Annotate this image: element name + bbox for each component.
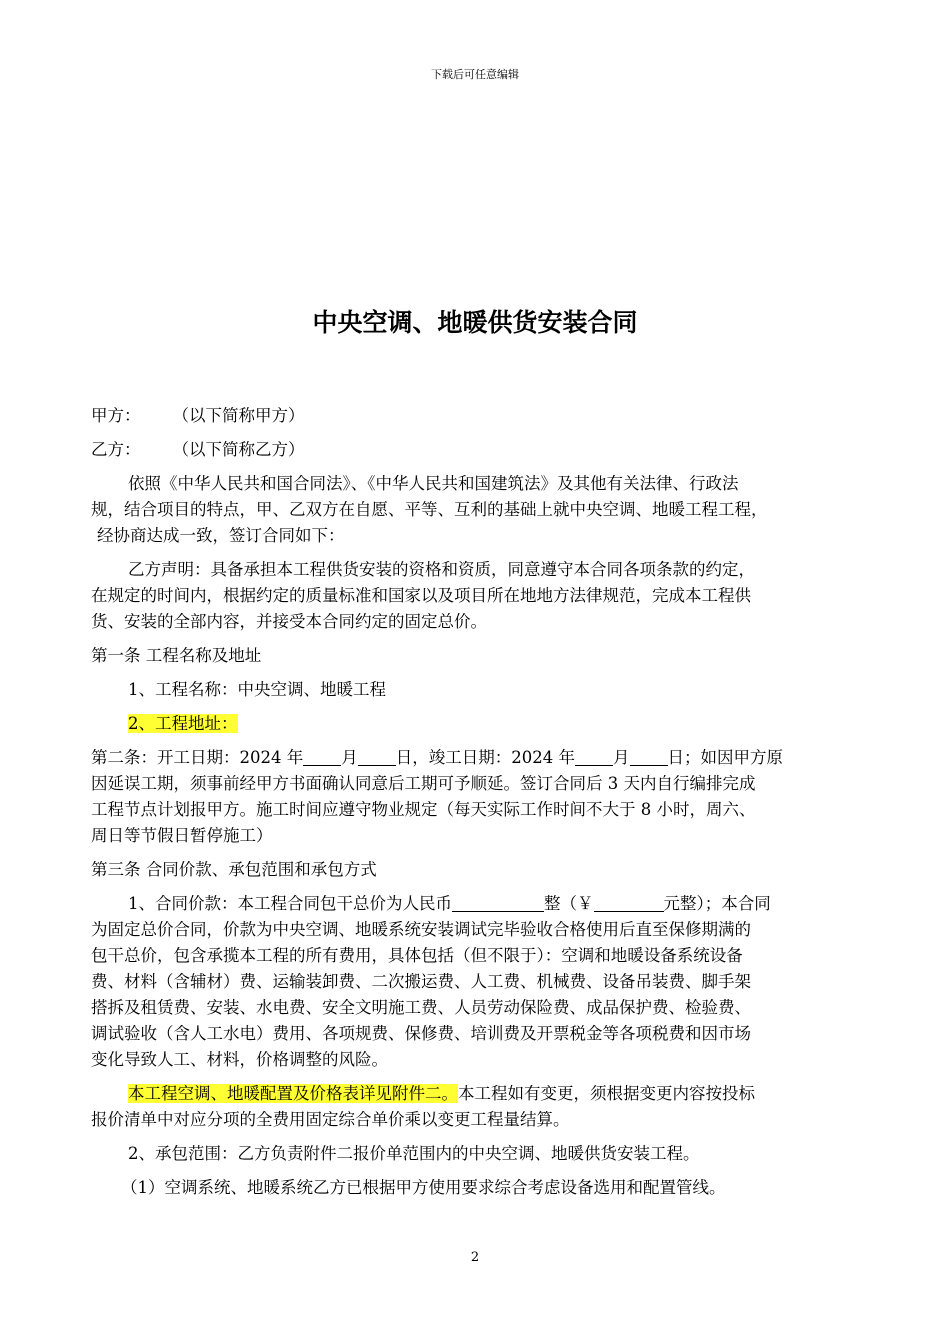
page-number: 2	[470, 1250, 480, 1265]
price-detail-line: 搭拆及租赁费、安装、水电费、安全文明施工费、人员劳动保险费、成品保护费、检验费、	[91, 998, 751, 1017]
price-detail-line: 变化导致人工、材料，价格调整的风险。	[91, 1050, 388, 1069]
delay-clause-start: 日；如因甲方原	[667, 748, 783, 767]
end-month-suffix: 月	[613, 748, 630, 767]
configuration-line-2: 报价清单中对应分项的全费用固定综合单价乘以变更工程量结算。	[91, 1110, 570, 1129]
price-end: 元整）；本合同	[663, 894, 771, 913]
price-words-blank[interactable]	[452, 893, 544, 912]
header-note: 下载后可任意编辑	[431, 68, 519, 81]
price-yuan-label: 整（￥	[544, 894, 594, 913]
start-month-blank[interactable]	[303, 747, 341, 766]
price-detail-line: 调试验收（含人工水电）费用、各项规费、保修费、培训费及开票税金等各项税费和因市场	[91, 1024, 751, 1043]
declaration-paragraph	[91, 557, 861, 635]
article-2-line: 因延误工期，须事前经甲方书面确认同意后工期可予顺延。签订合同后 3 天内自行编排完成	[91, 774, 756, 793]
price-detail-line: 费、材料（含辅材）费、运输装卸费、二次搬运费、人工费、机械费、设备吊装费、脚手架	[91, 972, 751, 991]
configuration-line	[91, 1081, 861, 1107]
article-2-line: 周日等节假日暂停施工）	[91, 826, 273, 845]
party-a-note: （以下简称甲方）	[172, 406, 305, 425]
price-detail-line: 为固定总价合同，价款为中央空调、地暖系统安装调试完毕验收合格使用后直至保修期满的	[91, 920, 751, 939]
party-b-label: 乙方：	[91, 440, 141, 459]
article-2-line: 工程节点计划报甲方。施工时间应遵守物业规定（每天实际工作时间不大于 8 小时，周六、	[91, 800, 756, 819]
preamble-line: 规，结合项目的特点，甲、乙双方在自愿、平等、互利的基础上就中央空调、地暖工程工程，	[91, 500, 768, 519]
declaration-line: 乙方声明：具备承担本工程供货安装的资格和资质，同意遵守本合同各项条款的约定，	[128, 560, 755, 579]
configuration-rest: 本工程如有变更，须根据变更内容按投标	[458, 1084, 755, 1103]
start-day-blank[interactable]	[358, 747, 396, 766]
declaration-line: 在规定的时间内，根据约定的质量标准和国家以及项目所在地地方法律规范，完成本工程供	[91, 586, 751, 605]
preamble-line: 依照《中华人民共和国合同法》、《中华人民共和国建筑法》及其他有关法律、行政法	[128, 474, 739, 493]
price-line	[91, 891, 861, 917]
end-day-blank[interactable]	[630, 747, 668, 766]
price-label: 1、合同价款：本工程合同包干总价为人民币	[128, 894, 452, 913]
contract-price-paragraph	[91, 891, 861, 1073]
configuration-paragraph	[91, 1081, 861, 1133]
price-number-blank[interactable]	[594, 893, 664, 912]
start-date-label: 第二条：开工日期：2024 年	[91, 748, 304, 767]
party-a-label: 甲方：	[91, 406, 141, 425]
document-title: 中央空调、地暖供货安装合同	[312, 308, 638, 337]
project-name: 1、工程名称：中央空调、地暖工程	[128, 680, 386, 699]
party-b-line	[91, 437, 861, 463]
article-1-heading: 第一条 工程名称及地址	[91, 646, 262, 665]
scope-item-1: （1）空调系统、地暖系统乙方已根据甲方使用要求综合考虑设备选用和配置管线。	[121, 1178, 726, 1197]
preamble-paragraph	[91, 471, 861, 549]
configuration-highlight: 本工程空调、地暖配置及价格表详见附件二。	[128, 1084, 458, 1103]
preamble-line: 经协商达成一致，签订合同如下：	[97, 526, 345, 545]
declaration-line: 货、安装的全部内容，并接受本合同约定的固定总价。	[91, 612, 487, 631]
price-detail-line: 包干总价，包含承揽本工程的所有费用，具体包括（但不限于）：空调和地暖设备系统设备	[91, 946, 743, 965]
project-address-line	[91, 711, 861, 737]
article-3-heading: 第三条 合同价款、承包范围和承包方式	[91, 860, 377, 879]
contract-body	[91, 403, 861, 1209]
article-2-paragraph	[91, 745, 861, 849]
schedule-line	[91, 745, 861, 771]
end-date-label: 日，竣工日期：2024 年	[395, 748, 575, 767]
start-month-suffix: 月	[341, 748, 358, 767]
scope-line: 2、承包范围：乙方负责附件二报价单范围内的中央空调、地暖供货安装工程。	[128, 1144, 700, 1163]
end-month-blank[interactable]	[575, 747, 613, 766]
party-b-note: （以下简称乙方）	[172, 440, 305, 459]
project-address: 2、工程地址：	[128, 714, 238, 733]
party-a-line	[91, 403, 861, 429]
